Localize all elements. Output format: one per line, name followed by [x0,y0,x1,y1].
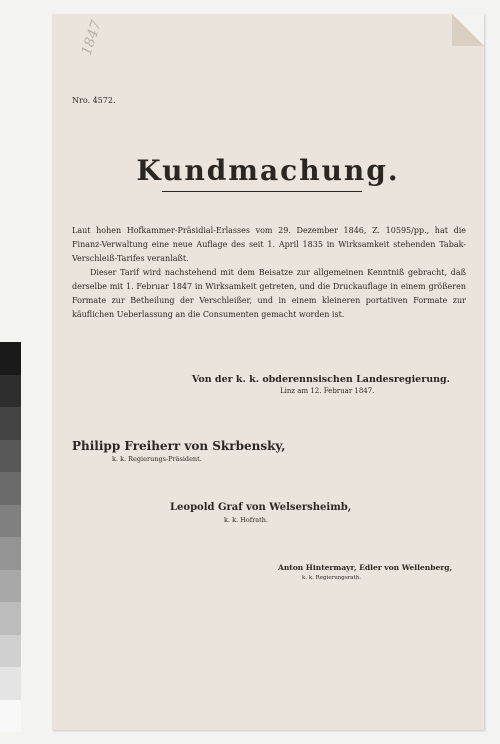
calibration-patch-8 [0,602,21,635]
signature-title-3: k. k. Regierungsrath. [302,575,362,581]
calibration-patch-9 [0,635,21,668]
place-and-date: Linz am 12. Februar 1847. [280,387,375,395]
calibration-patch-10 [0,667,21,700]
grayscale-calibration-strip [0,342,21,732]
signature-title-1: k. k. Regierungs-Präsident. [112,455,202,463]
document-number: Nro. 4572. [72,96,116,105]
calibration-patch-4 [0,472,21,505]
calibration-patch-1 [0,375,21,408]
calibration-patch-2 [0,407,21,440]
signature-name-3: Anton Hintermayr, Edler von Wellenberg, [278,563,453,572]
calibration-patch-11 [0,700,21,733]
calibration-patch-7 [0,570,21,603]
issuing-authority: Von der k. k. obderennsischen Landesregierung. [191,374,450,385]
document-page [52,14,484,730]
document-body [72,224,466,322]
signature-name-1: Philipp Freiherr von Skrbensky, [72,439,286,453]
document-title: Kundmachung. [136,154,400,187]
calibration-patch-3 [0,440,21,473]
title-underline [162,191,362,192]
signature-title-2: k. k. Hofrath. [224,516,268,524]
paragraph-1: Laut hohen Hofkammer-Präsidial-Erlasses vom 29. Dezember 1846, Z. 10595/pp., hat die Finanz-Verwaltung eine neue Auflage des seit 1. April 1835 in Wirksamkeit stehenden Tabak-Verschleiß-Tarifes veranlaßt. [72,226,466,263]
signature-name-2: Leopold Graf von Welsersheimb, [170,502,352,513]
calibration-patch-5 [0,505,21,538]
archive-pencil-mark: 1847 [78,18,105,58]
calibration-patch-6 [0,537,21,570]
paragraph-2: Dieser Tarif wird nachstehend mit dem Beisatze zur allgemeinen Kenntniß gebracht, daß derselbe mit 1. Februar 1847 in Wirksamkeit getreten, und die Druckauflage in einem größeren Formate zur Betheilung der Verschleißer, und in einem kleineren portativen Formate zur käuflichen Ueberlassung an die Consumenten gemacht worden ist. [72,268,466,319]
calibration-patch-0 [0,342,21,375]
